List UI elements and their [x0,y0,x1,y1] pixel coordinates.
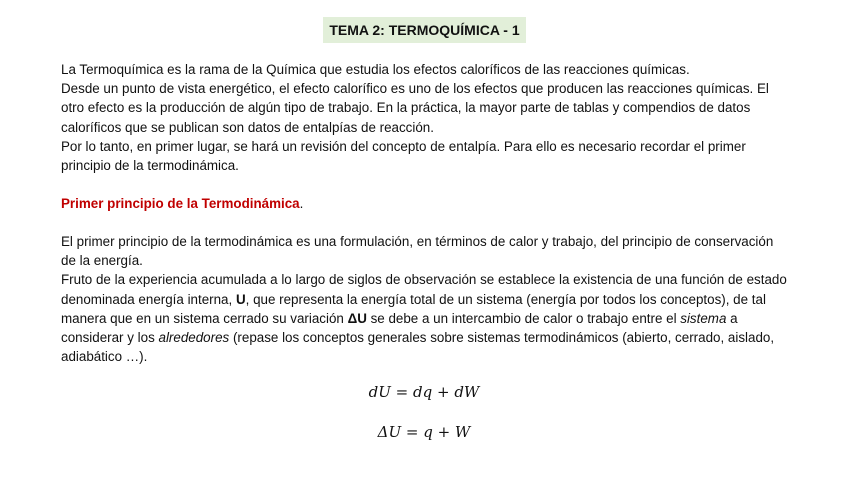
intro-line-3: Por lo tanto, en primer lugar, se hará un revisión del concepto de entalpía. Para ello es necesario recordar el primer principio de la termodinámica. [61,138,746,174]
section-heading-text: Primer principio de la Termodinámica [61,196,300,211]
body-para-1: El primer principio de la termodinámica es una formulación, en términos de calor y trabajo, del principio de conservación de la energía. [61,234,774,269]
body-para-2-d: a considerar y los [61,310,738,346]
intro-line-2: Desde un punto de vista energético, el efecto calorífico es uno de los efectos que producen las reacciones químicas. El otro efecto es la producción de algún tipo de trabajo. En la práctica, la mayor parte de tablas y compendios de datos caloríficos que se publican son datos de entalpías de reacción. [61,81,769,135]
intro-line-1: La Termoquímica es la rama de la Química que estudia los efectos caloríficos de las reacciones químicas. [61,62,690,77]
term-sistema: sistema [680,310,727,326]
section-heading-period: . [299,196,304,211]
equation-differential-text: dU = dq + dW [368,383,480,401]
body-para-2 [61,270,791,366]
delta-u-symbol: ΔU [347,310,367,326]
body-para-2-a: Fruto de la experiencia acumulada a lo largo de siglos de observación se establece la existencia de una función de estado denominada energía interna, [61,272,787,307]
equation-differential [0,383,848,401]
energy-symbol-u: U [235,291,246,307]
body-para-2-b: , que representa la energía total de un sistema (energía por todos los conceptos), de tal manera que en un sistema cerrado su variación [61,291,766,326]
equation-delta-text: ΔU = q + W [377,423,471,441]
equation-delta [0,423,848,441]
body-paragraph [61,232,791,366]
page-title [323,17,526,43]
intro-paragraph [61,60,791,175]
section-heading [61,194,303,213]
term-alrededores: alrededores [158,330,230,346]
body-para-2-c: se debe a un intercambio de calor o trabajo entre el [366,310,681,326]
page-title-text: TEMA 2: TERMOQUÍMICA - 1 [329,22,520,38]
body-para-2-e: (repase los conceptos generales sobre sistemas termodinámicos (abierto, cerrado, aislado, adiabático …). [61,330,775,365]
